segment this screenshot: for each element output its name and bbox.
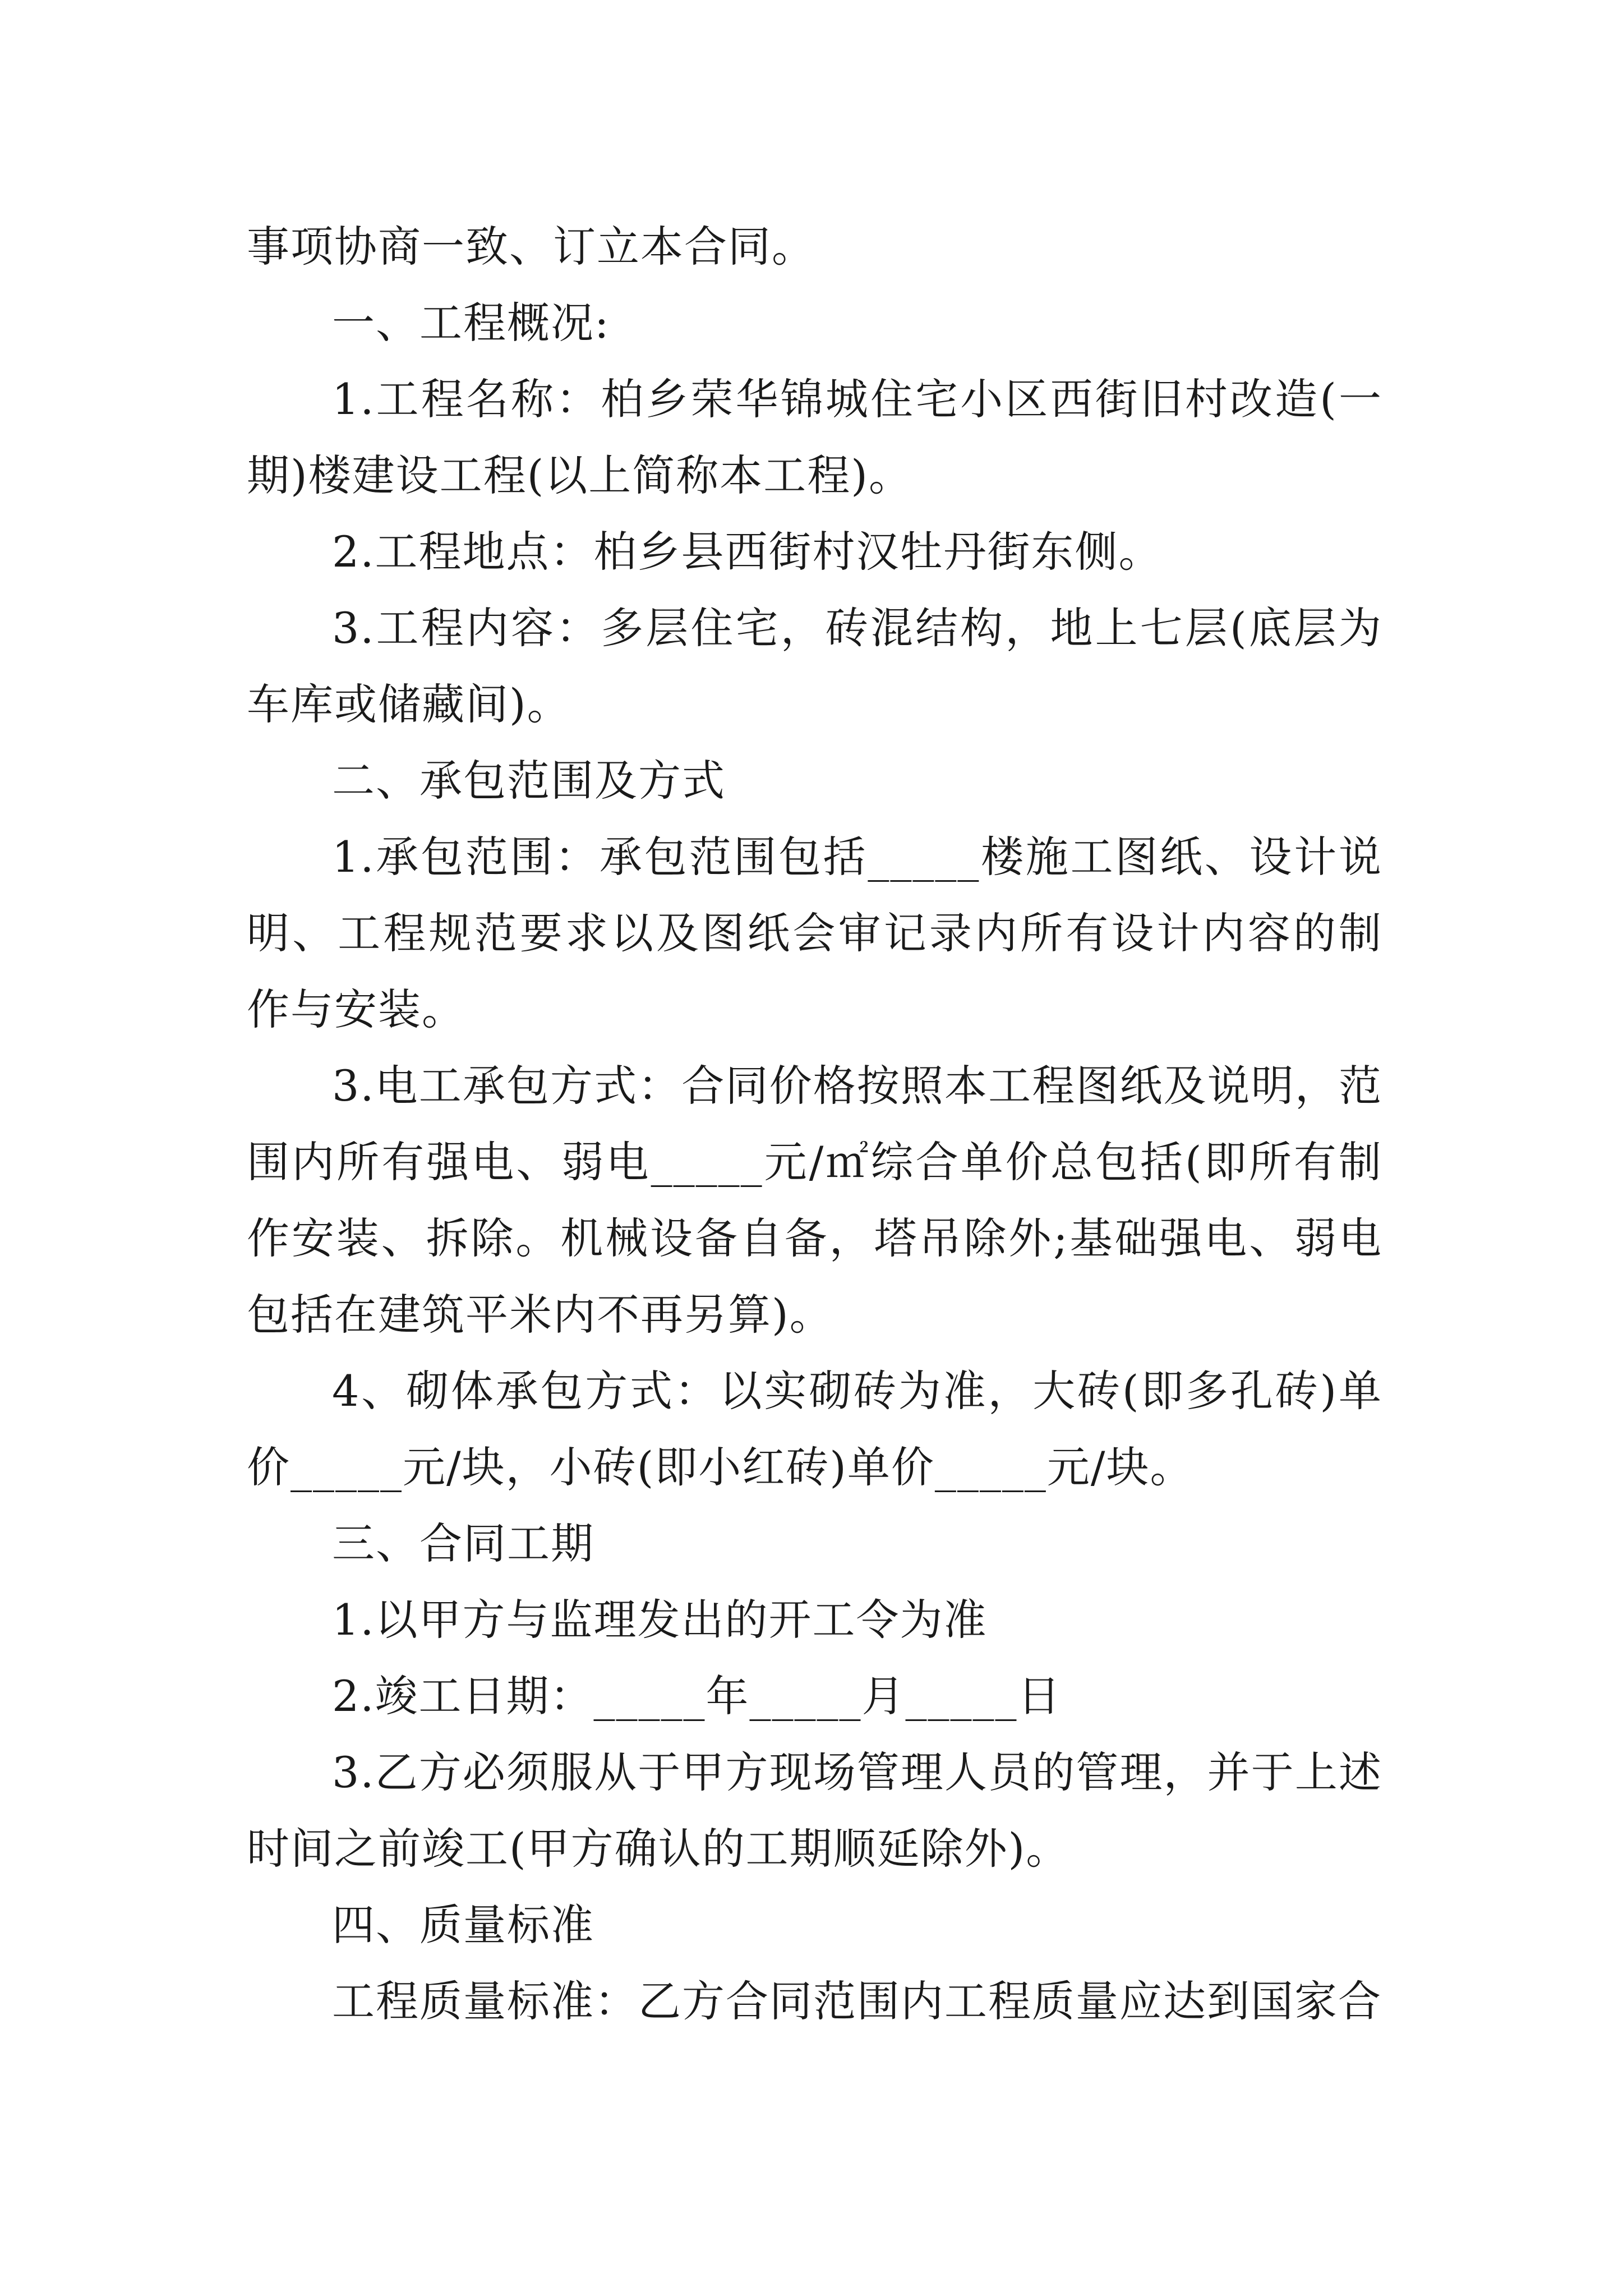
section-heading-quality-standard: 四、质量标准 [332,1900,594,1950]
document-body [247,209,1382,2040]
section-heading-contract-scope: 二、承包范围及方式 [332,756,726,806]
paragraph-project-location: 2.工程地点：柏乡县西街村汉牡丹街东侧。 [332,527,1163,577]
paragraph-quality-standard: 工程质量标准：乙方合同范围内工程质量应达到国家合 [332,1976,1382,2026]
paragraph-contract-scope: 1.承包范围：承包范围包括_____楼施工图纸、设计说明、工程规范要求以及图纸会审记录内所有设计内容的制作与安装。 [247,832,1382,1034]
section-heading-contract-period: 三、合同工期 [332,1519,594,1568]
paragraph-masonry-contract: 4、砌体承包方式：以实砌砖为准，大砖(即多孔砖)单价_____元/块，小砖(即小红砖)单价_____元/块。 [247,1366,1382,1492]
paragraph-site-management: 3.乙方必须服从于甲方现场管理人员的管理，并于上述时间之前竣工(甲方确认的工期顺延除外)。 [247,1747,1382,1874]
paragraph-intro-continuation: 事项协商一致、订立本合同。 [247,222,815,272]
section-heading-project-overview: 一、工程概况: [332,298,610,348]
paragraph-project-name: 1.工程名称：柏乡荣华锦城住宅小区西街旧村改造(一期)楼建设工程(以上简称本工程)。 [247,374,1382,500]
paragraph-electrical-contract: 3.电工承包方式：合同价格按照本工程图纸及说明，范围内所有强电、弱电_____元/㎡综合单价总包括(即所有制作安装、拆除。机械设备自备，塔吊除外;基础强电、弱电包括在建筑平米内不再另算)。 [247,1061,1382,1340]
paragraph-completion-date: 2.竣工日期：_____年_____月_____日 [332,1671,1062,1721]
paragraph-start-order: 1.以甲方与监理发出的开工令为准 [332,1595,988,1645]
paragraph-project-content: 3.工程内容：多层住宅，砖混结构，地上七层(底层为车库或储藏间)。 [247,603,1382,729]
